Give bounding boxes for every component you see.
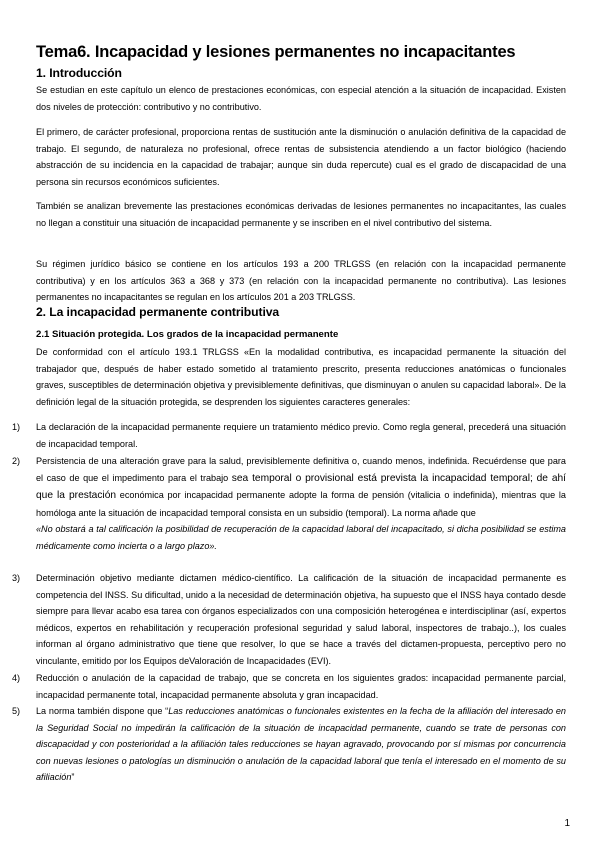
legal-quote: Las reducciones anatómicas o funcionales existentes en la fecha de la afiliación del interesado en la Seguridad Social no impedirán la calificación de la situación de incapacidad permanente, cuando se trate de personas con discapacidad y con posterioridad a la afiliación tales reducciones se hayan agravado, provocando por sí mismas por concurrencia con nuevas lesiones o patologías un disminución o anulación de la capacidad laboral que tenía el interesado en el momento de su afiliación [36, 706, 566, 783]
document-title: Tema6. Incapacidad y lesiones permanentes no incapacitantes [36, 43, 516, 61]
list-item-text [36, 703, 566, 786]
legal-quote: «No obstará a tal calificación la posibilidad de recuperación de la capacidad laboral del incapacitado, si dicha posibilidad se estima médicamente como incierta o a largo plazo». [36, 524, 566, 551]
list-item-number: 4) [12, 673, 21, 683]
list-item-text-part: económica por incapacidad permanente adopte la forma de pensión (vitalicia o indefinida), mientras que la homóloga ante la situación de incapacidad temporal consista en un subsidio (temporal). La norma añade que [36, 490, 566, 518]
list-item-text-part: ” [71, 772, 75, 783]
list-item-text: Reducción o anulación de la capacidad de trabajo, que se concreta en los siguientes grados: incapacidad permanente parcial, incapacidad permanente total, incapacidad permanente absoluta y gran incapacidad. [36, 673, 566, 700]
list-item-text-part: La norma también dispone que “ [36, 706, 169, 716]
section-heading-introduccion: 1. Introducción [36, 66, 122, 80]
paragraph-intro-3: También se analizan brevemente las prestaciones económicas derivadas de lesiones permanentes no incapacitantes, las cuales no llegan a constituir una situación de incapacidad permanente y se inscriben en el nivel contributivo del sistema. [36, 201, 566, 228]
subsection-heading-situacion-protegida: 2.1 Situación protegida. Los grados de la incapacidad permanente [36, 329, 339, 340]
paragraph-intro-2: El primero, de carácter profesional, proporciona rentas de sustitución ante la disminución o anulación definitiva de la capacidad de trabajo. El segundo, de naturaleza no profesional, ofrece rentas de subsistencia atendiendo a un factor biológico (haciendo abstracción de su incidencia en la capacidad de trabajar; aunque sin duda repercute) cual es el grado de discapacidad de una persona sin recursos económicos suficientes. [36, 127, 566, 187]
list-item-number: 1) [12, 422, 21, 432]
list-item-text-part: Persistencia de una alteración grave para la salud, previsiblemente definitiva o, cuando menos, indefinida. Recuérdense que para el caso de que el impedimento para el trabajo [36, 456, 566, 483]
list-item-number: 5) [12, 706, 21, 716]
list-item-text: La declaración de la incapacidad permanente requiere un tratamiento médico previo. Como regla general, precederá una situación de incapacidad temporal. [36, 422, 566, 449]
section-heading-contributiva: 2. La incapacidad permanente contributiva [36, 305, 280, 319]
paragraph-intro-1: Se estudian en este capítulo un elenco de prestaciones económicas, con especial atención a la situación de incapacidad. Existen dos niveles de protección: contributivo y no contributivo. [36, 85, 566, 112]
list-item-text [36, 453, 566, 555]
page-number: 1 [564, 818, 570, 829]
list-item-text: Determinación objetivo mediante dictamen médico-científico. La calificación de la situación de incapacidad permanente es competencia del INSS. Su dificultad, unido a la necesidad de determinación objetiva, ha supuesto que el INSS haya contado desde siempre para llevar acabo esa tarea con órganos especializados con una composición heterogénea e interdisciplinar (así, expertos médicos, expertos en rehabilitación y recuperación profesional seguridad y salud laboral, inspectores de trabajo..), los cuales informan al órgano administrativo que tiene que resolver, lo que se hace a través del dictamen-propuesta, perceptivo pero no vinculante, emitido por los Equipos deValoración de Incapacidades (EVI). [36, 573, 566, 666]
list-item-number: 3) [12, 573, 21, 583]
list-item-text-large: sea temporal o provisional está prevista la incapacidad temporal; de ahí que la prestación [36, 472, 566, 502]
list-item-number: 2) [12, 456, 21, 466]
paragraph-intro-4: Su régimen jurídico básico se contiene en los artículos 193 a 200 TRLGSS (en relación con la incapacidad permanente contributiva) y en los artículos 363 a 368 y 373 (en relación con la incapacidad permanente no contributiva). Las lesiones permanentes no incapacitantes se regulan en los artículos 201 a 203 TRLGSS. [36, 259, 566, 303]
paragraph-definicion: De conformidad con el artículo 193.1 TRLGSS «En la modalidad contributiva, es incapacidad permanente la situación del trabajador que, después de haber estado sometido al tratamiento prescrito, presenta reducciones anatómicas o funcionales graves, susceptibles de determinación objetiva y previsiblemente definitivas, que disminuyan o anulen su capacidad laboral». De la definición legal de la situación protegida, se desprenden los siguientes caracteres generales: [36, 347, 566, 407]
